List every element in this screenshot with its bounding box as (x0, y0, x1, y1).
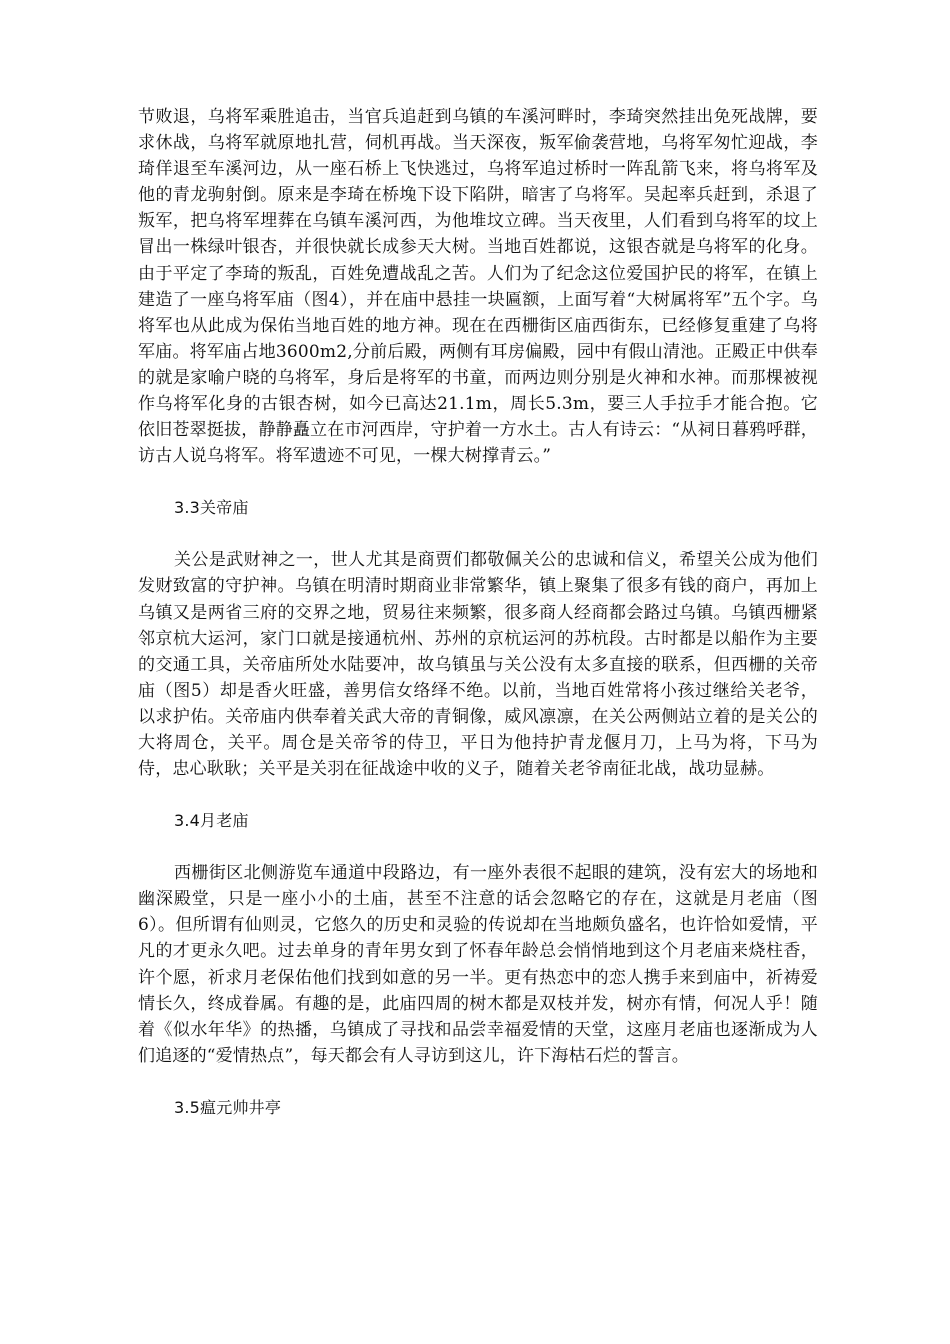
section-heading-yuelao-temple: 3.4月老庙 (174, 811, 249, 831)
section-heading-wen-marshal-well-pavilion: 3.5瘟元帅井亭 (174, 1097, 282, 1117)
section-heading-guandi-temple: 3.3关帝庙 (174, 498, 249, 518)
paragraph-yuelao-temple: 西栅街区北侧游览车通道中段路边，有一座外表很不起眼的建筑，没有宏大的场地和幽深殿堂，只是一座小小的土庙，甚至不注意的话会忽略它的存在，这就是月老庙（图6）。但所谓有仙则灵，它悠久的历史和灵验的传说却在当地颇负盛名，也许恰如爱情，平凡的才更永久吧。过去单身的青年男女到了怀春年龄总会悄悄地到这个月老庙来烧柱香，许个愿，祈求月老保佑他们找到如意的另一半。更有热恋中的恋人携手来到庙中，祈祷爱情长久，终成眷属。有趣的是，此庙四周的树木都是双枝并发，树亦有情，何况人乎！随着《似水年华》的热播，乌镇成了寻找和品尝幸福爱情的天堂，这座月老庙也逐渐成为人们追逐的“爱情热点”，每天都会有人寻访到这儿，许下海枯石烂的誓言。 (138, 863, 818, 1066)
document-page (138, 104, 818, 1121)
paragraph-guandi-temple: 关公是武财神之一，世人尤其是商贾们都敬佩关公的忠诚和信义，希望关公成为他们发财致富的守护神。乌镇在明清时期商业非常繁华，镇上聚集了很多有钱的商户，再加上乌镇又是两省三府的交界之地，贸易往来频繁，很多商人经商都会路过乌镇。乌镇西栅紧邻京杭大运河，家门口就是接通杭州、苏州的京杭运河的苏杭段。古时都是以船作为主要的交通工具，关帝庙所处水陆要冲，故乌镇虽与关公没有太多直接的联系，但西栅的关帝庙（图5）却是香火旺盛，善男信女络绎不绝。以前，当地百姓常将小孩过继给关老爷，以求护佑。关帝庙内供奉着关武大帝的青铜像，威风凛凛，在关公两侧站立着的是关公的大将周仓，关平。周仓是关帝爷的侍卫，平日为他持护青龙偃月刀，上马为将，下马为侍，忠心耿耿；关平是关羽在征战途中收的义子，随着关老爷南征北战，战功显赫。 (138, 550, 818, 780)
paragraph-wu-general-story: 节败退，乌将军乘胜追击，当官兵追赶到乌镇的车溪河畔时，李琦突然挂出免死战牌，要求休战，乌将军就原地扎营，伺机再战。当天深夜，叛军偷袭营地，乌将军匆忙迎战，李琦佯退至车溪河边，从一座石桥上飞快逃过，乌将军追过桥时一阵乱箭飞来，将乌将军及他的青龙驹射倒。原来是李琦在桥堍下设下陷阱，暗害了乌将军。吴起率兵赶到，杀退了叛军，把乌将军埋葬在乌镇车溪河西，为他堆坟立碑。当天夜里，人们看到乌将军的坟上冒出一株绿叶银杏，并很快就长成参天大树。当地百姓都说，这银杏就是乌将军的化身。由于平定了李琦的叛乱，百姓免遭战乱之苦。人们为了纪念这位爱国护民的将军，在镇上建造了一座乌将军庙（图4），并在庙中悬挂一块匾额，上面写着“大树属将军”五个字。乌将军也从此成为保佑当地百姓的地方神。现在在西栅街区庙西街东，已经修复重建了乌将军庙。将军庙占地3600m2,分前后殿，两侧有耳房偏殿，园中有假山清池。正殿正中供奉的就是家喻户晓的乌将军，身后是将军的书童，而两边则分别是火神和水神。而那棵被视作乌将军化身的古银杏树，如今已高达21.1m，周长5.3m，要三人手拉手才能合抱。它依旧苍翠挺拔，静静矗立在市河西岸，守护着一方水土。古人有诗云：“从祠日暮鸦呼群，访古人说乌将军。将军遗迹不可见，一棵大树撑青云。” (138, 107, 818, 467)
